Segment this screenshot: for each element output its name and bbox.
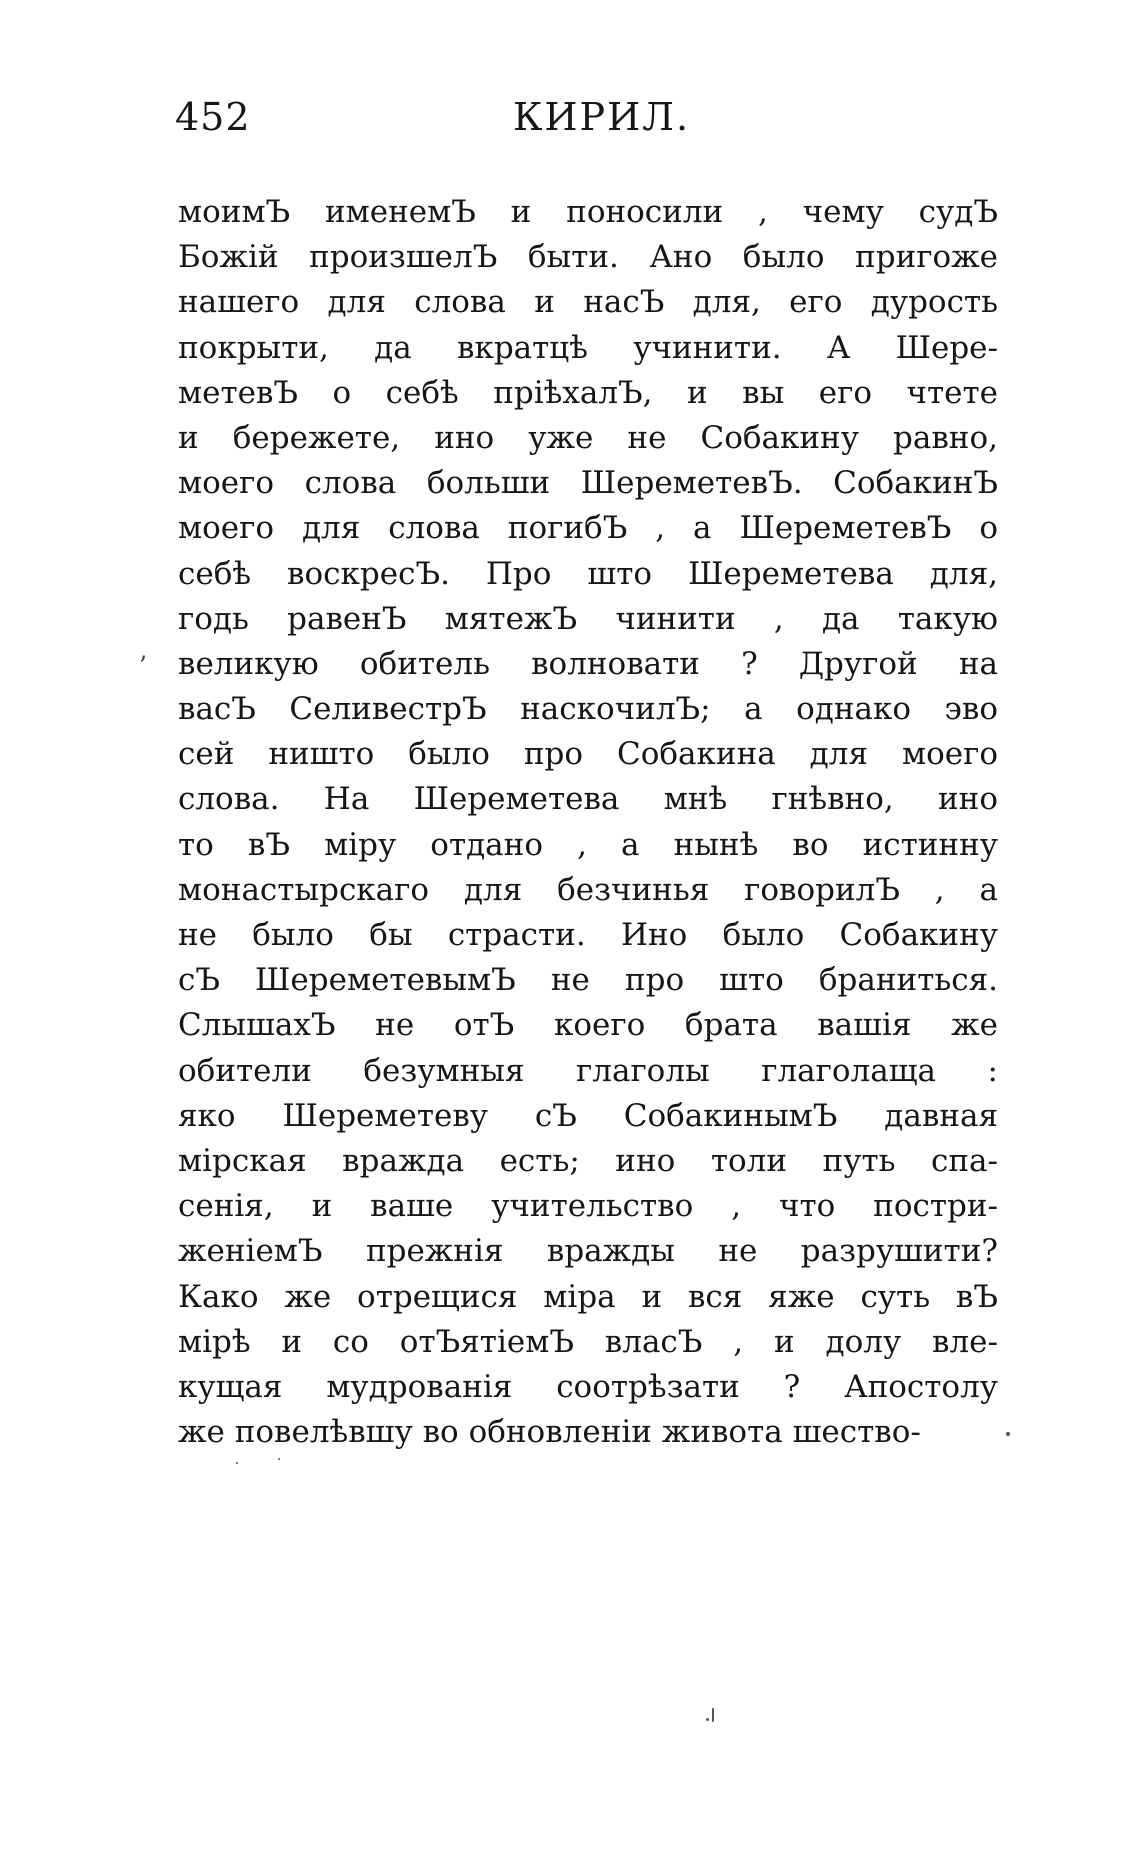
text-line: монастырскаго для безчинья говорилЪ , а — [178, 871, 998, 908]
page-header — [175, 95, 995, 155]
text-line: сей ништо было про Собакина для моего — [178, 736, 998, 773]
text-line: великую обитель волновати ? Другой на — [178, 645, 998, 682]
print-speck — [706, 1718, 709, 1721]
text-line: метевЪ о себѣ пріѣхалЪ, и вы его чтете — [178, 374, 998, 411]
text-line: себѣ воскресЪ. Про што Шереметева для, — [178, 555, 998, 592]
text-line: нашего для слова и насЪ для, его дурость — [178, 284, 998, 321]
margin-mark: ʼ — [138, 652, 147, 682]
text-line: Како же отрещися міра и вся яже суть вЪ — [178, 1278, 998, 1315]
text-line: покрыти, да вкратцѣ учинити. А Шере- — [178, 329, 998, 366]
print-speck — [236, 1462, 238, 1464]
text-line: сенія, и ваше учительство , что постри- — [178, 1188, 998, 1225]
print-speck — [278, 1458, 280, 1460]
text-line: же повелѣвшу во обновленіи живота шество- — [178, 1414, 921, 1451]
text-line: годь равенЪ мятежЪ чинити , да такую — [178, 600, 998, 637]
text-line: Божій произшелЪ быти. Ано было пригоже — [178, 239, 998, 276]
text-line: не было бы страсти. Ино было Собакину — [178, 917, 998, 953]
text-line: моимЪ именемЪ и поносили , чему судЪ — [178, 194, 998, 230]
body-text — [178, 190, 998, 1455]
text-line: то вЪ міру отдано , а нынѣ во истинну — [178, 826, 998, 863]
print-speck — [712, 1708, 714, 1722]
text-line: СлышахЪ не отЪ коего брата вашія же — [178, 1007, 998, 1044]
text-line: моего для слова погибЪ , а ШереметевЪ о — [178, 510, 998, 547]
text-line: и бережете, ино уже не Собакину равно, — [178, 419, 998, 456]
page-number: 452 — [175, 95, 251, 139]
text-line: мірѣ и со отЪятіемЪ власЪ , и долу вле- — [178, 1323, 998, 1360]
text-line: кущая мудрованія соотрѣзати ? Апостолу — [178, 1368, 998, 1405]
text-line: моего слова больши ШереметевЪ. СобакинЪ — [178, 465, 998, 502]
print-speck — [1006, 1432, 1010, 1436]
running-head: КИРИЛ. — [513, 95, 691, 139]
text-line: обители безумныя глаголы глаголаща : — [178, 1052, 998, 1089]
text-line: яко Шереметеву сЪ СобакинымЪ давная — [178, 1097, 998, 1134]
text-line: васЪ СеливестрЪ наскочилЪ; а однако эво — [178, 691, 998, 728]
text-line: женіемЪ прежнія вражды не разрушити? — [178, 1233, 998, 1270]
text-line: сЪ ШереметевымЪ не про што браниться. — [178, 962, 998, 999]
text-line: мірская вражда есть; ино толи путь спа- — [178, 1142, 998, 1179]
text-line: слова. На Шереметева мнѣ гнѣвно, ино — [178, 781, 998, 818]
